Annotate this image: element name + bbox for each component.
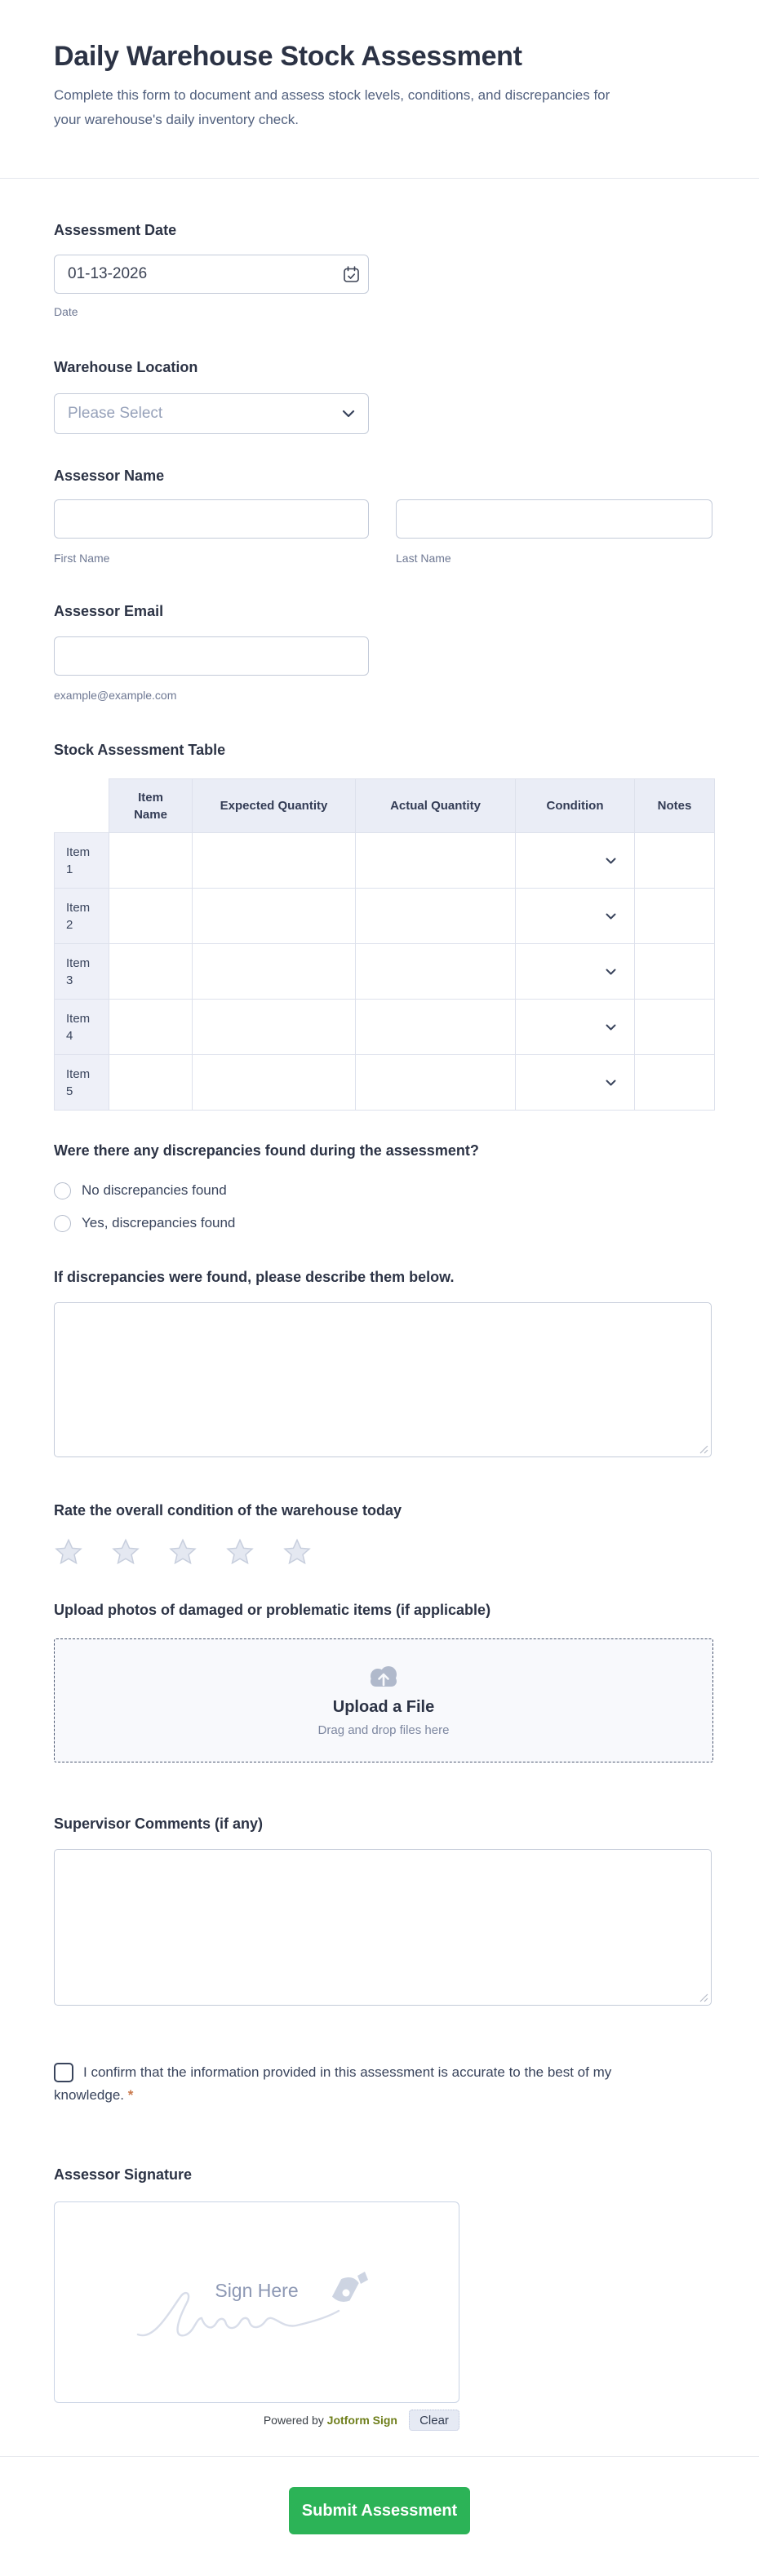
resize-handle-icon[interactable] [699,1993,708,2002]
condition-select-cell[interactable] [516,889,635,944]
item-name-cell[interactable] [109,833,193,889]
condition-select-cell[interactable] [516,1055,635,1111]
confirmation-checkbox-row[interactable] [54,2061,625,2107]
column-header-item-name: Item Name [109,779,193,833]
condition-select-cell[interactable] [516,833,635,889]
row-label-item-3: Item 3 [55,944,109,1000]
column-header-notes: Notes [635,779,715,833]
first-name-sublabel: First Name [54,552,110,565]
notes-cell[interactable] [635,1000,715,1055]
confirmation-label: I confirm that the information provided in this assessment is accurate to the best of my knowledge. [54,2064,612,2103]
star-icon[interactable] [111,1537,140,1567]
first-name-input[interactable] [54,499,369,539]
notes-cell[interactable] [635,889,715,944]
assessment-date-sublabel: Date [54,305,78,318]
supervisor-comments-textarea[interactable] [55,1850,711,2005]
table-corner-cell [55,779,109,833]
upload-hint: Drag and drop files here [317,1723,450,1737]
email-input[interactable] [54,636,369,676]
warehouse-location-select[interactable] [54,393,369,434]
star-icon[interactable] [282,1537,312,1567]
signature-pad[interactable] [54,2201,459,2403]
chevron-down-icon [606,1024,616,1031]
rating-label: Rate the overall condition of the warehouse today [54,1502,402,1519]
radio-option-no-discrepancies[interactable] [54,1181,227,1200]
radio-circle-icon[interactable] [54,1215,71,1232]
actual-quantity-cell[interactable] [356,833,516,889]
chevron-down-icon [606,913,616,920]
powered-by-text: Powered by Jotform Sign [263,2414,397,2427]
signature-squiggle-icon [136,2286,340,2343]
column-header-expected-quantity: Expected Quantity [193,779,356,833]
table-row [55,944,715,1000]
actual-quantity-cell[interactable] [356,889,516,944]
notes-cell[interactable] [635,833,715,889]
table-row [55,833,715,889]
row-label-item-4: Item 4 [55,1000,109,1055]
warehouse-location-label: Warehouse Location [54,359,198,375]
stock-table-label: Stock Assessment Table [54,742,226,758]
upload-label: Upload photos of damaged or problematic items (if applicable) [54,1602,491,1618]
signature-footer [54,2409,459,2432]
column-header-actual-quantity: Actual Quantity [356,779,516,833]
star-icon[interactable] [225,1537,255,1567]
expected-quantity-cell[interactable] [193,1000,356,1055]
select-placeholder: Please Select [68,405,163,422]
item-name-cell[interactable] [109,944,193,1000]
row-label-item-1: Item 1 [55,833,109,889]
discrepancies-question-label: Were there any discrepancies found during the assessment? [54,1142,479,1159]
last-name-sublabel: Last Name [396,552,451,565]
chevron-down-icon [606,969,616,975]
discrepancies-textarea[interactable] [55,1303,711,1456]
discrepancies-textarea-wrap [54,1302,712,1457]
stock-assessment-table [54,778,715,1111]
row-label-item-5: Item 5 [55,1055,109,1111]
upload-button-text[interactable]: Upload a File [332,1698,435,1716]
submit-button[interactable]: Submit Assessment [289,2487,470,2534]
assessment-date-input[interactable] [54,255,369,294]
supervisor-comments-textarea-wrap [54,1849,712,2006]
actual-quantity-cell[interactable] [356,944,516,1000]
item-name-cell[interactable] [109,889,193,944]
assessment-date-label: Assessment Date [54,222,177,238]
radio-circle-icon[interactable] [54,1182,71,1199]
page-title: Daily Warehouse Stock Assessment [54,41,522,72]
radio-option-yes-discrepancies[interactable] [54,1213,235,1233]
email-sublabel: example@example.com [54,689,177,702]
form-subtitle: Complete this form to document and assess stock levels, conditions, and discrepancies for your warehouse's daily inventory check. [54,87,610,127]
actual-quantity-cell[interactable] [356,1000,516,1055]
notes-cell[interactable] [635,944,715,1000]
chevron-down-icon [606,858,616,864]
form-header [0,0,759,179]
sign-here-placeholder: Sign Here [215,2280,299,2301]
calendar-icon[interactable] [343,266,360,283]
file-upload-dropzone[interactable] [54,1638,713,1762]
star-rating [54,1537,312,1567]
checkbox-icon[interactable] [54,2063,73,2082]
table-row [55,1055,715,1111]
star-icon[interactable] [168,1537,198,1567]
row-label-item-2: Item 2 [55,889,109,944]
footer-divider [0,2456,759,2457]
assessor-name-label: Assessor Name [54,468,165,484]
condition-select-cell[interactable] [516,1000,635,1055]
assessor-email-label: Assessor Email [54,603,164,619]
item-name-cell[interactable] [109,1055,193,1111]
discrepancies-description-label: If discrepancies were found, please describe them below. [54,1269,455,1285]
chevron-down-icon [606,1080,616,1086]
actual-quantity-cell[interactable] [356,1055,516,1111]
pen-nib-icon [331,2269,370,2308]
assessor-signature-label: Assessor Signature [54,2166,193,2183]
expected-quantity-cell[interactable] [193,1055,356,1111]
table-row [55,1000,715,1055]
radio-option-label: No discrepancies found [82,1182,227,1198]
notes-cell[interactable] [635,1055,715,1111]
star-icon[interactable] [54,1537,83,1567]
column-header-condition: Condition [516,779,635,833]
cloud-upload-icon [366,1664,402,1690]
chevron-down-icon [342,410,355,418]
expected-quantity-cell[interactable] [193,833,356,889]
radio-option-label: Yes, discrepancies found [82,1215,236,1230]
last-name-input[interactable] [396,499,712,539]
condition-select-cell[interactable] [516,944,635,1000]
clear-signature-button[interactable]: Clear [409,2410,459,2431]
expected-quantity-cell[interactable] [193,889,356,944]
required-asterisk: * [127,2087,134,2103]
supervisor-comments-label: Supervisor Comments (if any) [54,1816,264,1832]
resize-handle-icon[interactable] [699,1445,708,1454]
expected-quantity-cell[interactable] [193,944,356,1000]
jotform-sign-brand: Jotform Sign [326,2414,397,2427]
table-row [55,889,715,944]
item-name-cell[interactable] [109,1000,193,1055]
